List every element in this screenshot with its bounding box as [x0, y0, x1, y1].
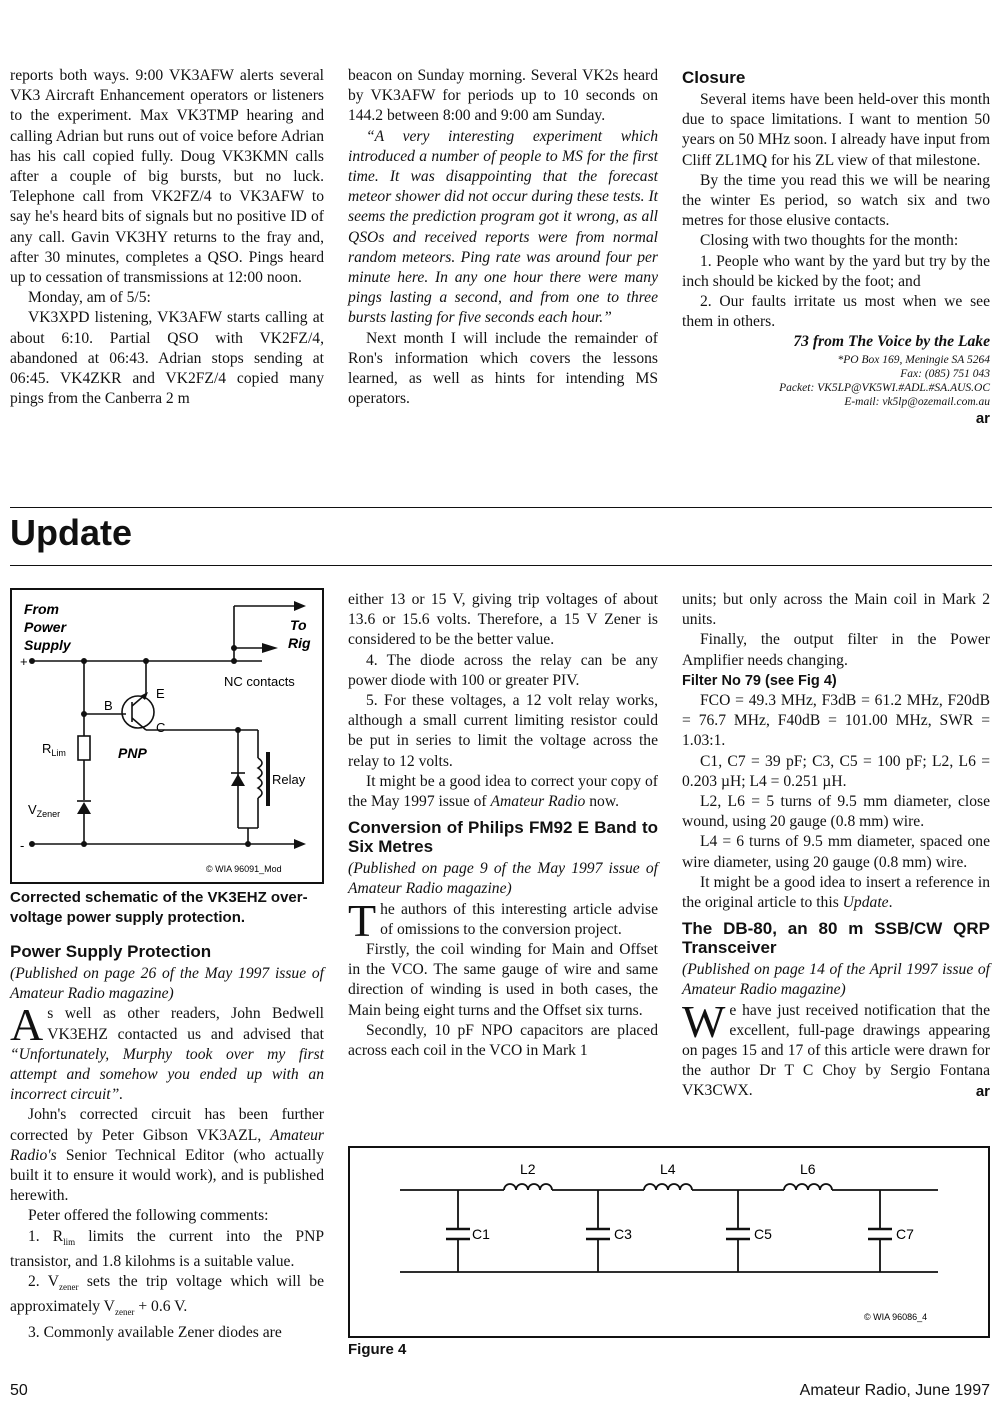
- published-note: (Published on page 9 of the May 1997 issue of Amateur Radio magazine): [348, 860, 658, 898]
- paragraph: John's corrected circuit has been further corrected by Peter Gibson VK3AZL, Amateur Radio's Senior Technical Editor (who actually built it to ensure it would work), and is published herewith.: [10, 1106, 324, 1205]
- figure-4-caption: Figure 4: [348, 1341, 407, 1358]
- paragraph: It might be a good idea to insert a reference in the original article to this Update.: [682, 873, 990, 912]
- c-label: C: [156, 720, 166, 735]
- protection-schematic: [10, 588, 324, 884]
- paragraph: It might be a good idea to correct your copy of the May 1997 issue of Amateur Radio now.: [348, 772, 658, 811]
- top-column-2: [348, 66, 658, 409]
- rig-label: Rig: [288, 635, 311, 651]
- end-mark: ar: [975, 1082, 990, 1100]
- paragraph: 2. Our faults irritate us most when we see them in others.: [682, 293, 990, 331]
- relay-label: Relay: [272, 772, 306, 787]
- drop-cap: A: [10, 999, 44, 1051]
- paragraph: C1, C7 = 39 pF; C3, C5 = 100 pF; L2, L6 = 0.203 µH; L4 = 0.251 µH.: [682, 752, 990, 790]
- filter-schematic: [348, 1146, 990, 1338]
- update-column-1: [10, 888, 324, 1343]
- update-column-3: [682, 590, 990, 1102]
- v-zener-label: $V_{Zener}$: [28, 802, 61, 819]
- c1-label: C1: [472, 1226, 490, 1242]
- update-title: Update: [10, 512, 133, 553]
- paragraph: beacon on Sunday morning. Several VK2s heard by VK3AFW for periods up to 10 seconds on 144.2 between 8:00 and 9:00 am Sunday.: [348, 67, 658, 125]
- paragraph: Monday, am of 5/5:: [28, 289, 151, 307]
- section-rule-top: [10, 507, 992, 508]
- filter-heading: Filter No 79 (see Fig 4): [682, 672, 837, 689]
- l2-label: L2: [520, 1161, 536, 1177]
- paragraph: Peter offered the following comments:: [28, 1207, 269, 1225]
- to-label: To: [290, 617, 307, 633]
- philips-heading: Conversion of Philips FM92 E Band to Six Metres: [348, 818, 658, 857]
- address-line: Fax: (085) 751 043: [900, 367, 990, 380]
- figure-caption: Corrected schematic of the VK3EHZ over-voltage power supply protection.: [10, 889, 308, 926]
- paragraph: Next month I will include the remainder of Ron's information which covers the lessons learned, as well as hints for intending MS operators.: [348, 329, 658, 408]
- e-label: E: [156, 686, 165, 701]
- address-line: Packet: VK5LP@VK5WI.#ADL.#SA.AUS.OC: [779, 381, 990, 394]
- l4-label: L4: [660, 1161, 676, 1177]
- power-label: Power: [24, 619, 67, 635]
- supply-label: Supply: [24, 637, 71, 653]
- paragraph: As well as other readers, John Bedwell VK3EHZ contacted us and advised that “Unfortunately, Murphy took over my first attempt and somehow you ended up with an incorrect circuit”.: [10, 999, 324, 1104]
- update-column-2: [348, 590, 658, 1061]
- published-note: (Published on page 14 of the April 1997 issue of Amateur Radio magazine): [682, 961, 990, 999]
- address-line: *PO Box 169, Meningie SA 5264: [837, 353, 990, 366]
- paragraph: 3. Commonly available Zener diodes are: [28, 1323, 282, 1341]
- top-column-1: [10, 66, 324, 409]
- c5-label: C5: [754, 1226, 772, 1242]
- paragraph: 1. People who want by the yard but try by the inch should be kicked by the foot; and: [682, 252, 990, 290]
- paragraph: reports both ways. 9:00 VK3AFW alerts several VK3 Aircraft Enhancement operators or listeners to the experiment. Max VK3TMP hearing and calling Adrian but runs out of voice before Adrian has his call copied fully. Doug VK3KMN calls after a couple of big bursts, but no luck. Telephone call from VK2FZ/4 to VK3AFW to say he's heard bits of signals but no positive ID of any call. Gavin VK3HY returns to the fray and, after 30 minutes, completes a QSO. Pings heard up to cessation of transmissions at 12:00 noon.: [10, 67, 324, 287]
- paragraph: 4. The diode across the relay can be any power diode with 100 or greater PIV.: [348, 651, 658, 689]
- r-lim-label: $R_{Lim}$: [42, 741, 66, 758]
- b-label: B: [104, 698, 113, 713]
- quote-paragraph: “A very interesting experiment which introduced a number of people to MS for the first time. It was disappointing that the forecast meteor shower did not occur during these tests. It seems the prediction program got it wrong, as all QSOs and received reports were from normal random meteors. Ping rate was around four per minute here. In any one hour there were many pings lasting a second, and from one to three bursts lasting for five seconds each hour.”: [348, 127, 658, 327]
- pnp-label: PNP: [118, 745, 147, 761]
- schematic-credit: © WIA 96091_Mod: [206, 864, 282, 874]
- paragraph: VK3XPD listening, VK3AFW starts calling at about 6:10. Partial QSO with VK2FZ/4, abandoned at 06:43. Adrian stops sending at 06:45. VK4ZKR and VK2FZ/4 copied many pings from the Canberra 2 m: [10, 309, 324, 408]
- top-column-3: [682, 66, 990, 429]
- paragraph: Firstly, the coil winding for Main and Offset in the VCO. The same gauge of wire and same direction of winding is used in both cases, the Main being eight turns and the Offset six turns.: [348, 941, 658, 1019]
- from-label: From: [24, 601, 59, 617]
- minus-label: -: [20, 838, 25, 853]
- paragraph: either 13 or 15 V, giving trip voltages of about 13.6 or 15.6 volts. Therefore, a 15 V Zener is considered to be the better value.: [348, 591, 658, 649]
- drop-cap: T: [348, 894, 377, 946]
- paragraph: The authors of this interesting article advise of omissions to the conversion project.: [348, 894, 658, 946]
- power-supply-heading: Power Supply Protection: [10, 942, 212, 961]
- paragraph: Closing with two thoughts for the month:: [700, 232, 959, 250]
- paragraph: FCO = 49.3 MHz, F3dB = 61.2 MHz, F20dB = 76.7 MHz, F40dB = 101.00 MHz, SWR = 1.03:1.: [682, 692, 990, 750]
- drop-cap: W: [682, 995, 726, 1047]
- paragraph: 1. $R_{lim}$ limits the current into the PNP transistor, and 1.8 kilohms is a suitable value.: [10, 1227, 324, 1270]
- c3-label: C3: [614, 1226, 632, 1242]
- db80-heading: The DB-80, an 80 m SSB/CW QRP Transceiver: [682, 919, 990, 958]
- section-rule-bottom: [10, 565, 992, 566]
- paragraph: We have just received notification that the excellent, full-page drawings appearing on pages 15 and 17 of this article were drawn for the author Dr T C Choy by Sergio Fontana VK3CWX.: [682, 995, 990, 1100]
- closure-heading: Closure: [682, 68, 746, 87]
- signoff: 73 from The Voice by the Lake: [793, 333, 990, 351]
- paragraph: Finally, the output filter in the Power Amplifier needs changing.: [682, 631, 990, 669]
- paragraph: 5. For these voltages, a 12 volt relay works, although a small current limiting resistor could be put in series to limit the voltage across the relay to 12 volts.: [348, 692, 658, 770]
- l6-label: L6: [800, 1161, 816, 1177]
- plus-label: +: [20, 654, 28, 669]
- magazine-footer: Amateur Radio, June 1997: [799, 1382, 990, 1399]
- c7-label: C7: [896, 1226, 914, 1242]
- paragraph: L4 = 6 turns of 9.5 mm diameter, spaced one wire diameter, using 20 gauge (0.8 mm) wire.: [682, 833, 990, 871]
- paragraph: L2, L6 = 5 turns of 9.5 mm diameter, close wound, using 20 gauge (0.8 mm) wire.: [682, 793, 990, 831]
- page-number: 50: [10, 1382, 28, 1399]
- paragraph: Several items have been held-over this month due to space limitations. I want to mention 50 years on 50 MHz soon. I already have input from Cliff ZL1MQ for his ZL view of that milestone.: [682, 91, 990, 169]
- end-mark: ar: [975, 409, 990, 427]
- nc-contacts-label: NC contacts: [224, 674, 295, 689]
- address-line: E-mail: vk5lp@ozemail.com.au: [844, 395, 990, 408]
- paragraph: Secondly, 10 pF NPO capacitors are placed across each coil in the VCO in Mark 1: [348, 1021, 658, 1060]
- paragraph: By the time you read this we will be nearing the winter Es period, so watch six and two metres for those elusive contacts.: [682, 171, 990, 230]
- filter-credit: © WIA 96086_4: [864, 1312, 928, 1322]
- paragraph: 2. $V_{zener}$ sets the trip voltage which will be approximately $V_{zener} + 0.6$ V.: [10, 1273, 325, 1318]
- published-note: (Published on page 26 of the May 1997 issue of Amateur Radio magazine): [10, 965, 324, 1003]
- paragraph: units; but only across the Main coil in Mark 2 units.: [682, 591, 990, 629]
